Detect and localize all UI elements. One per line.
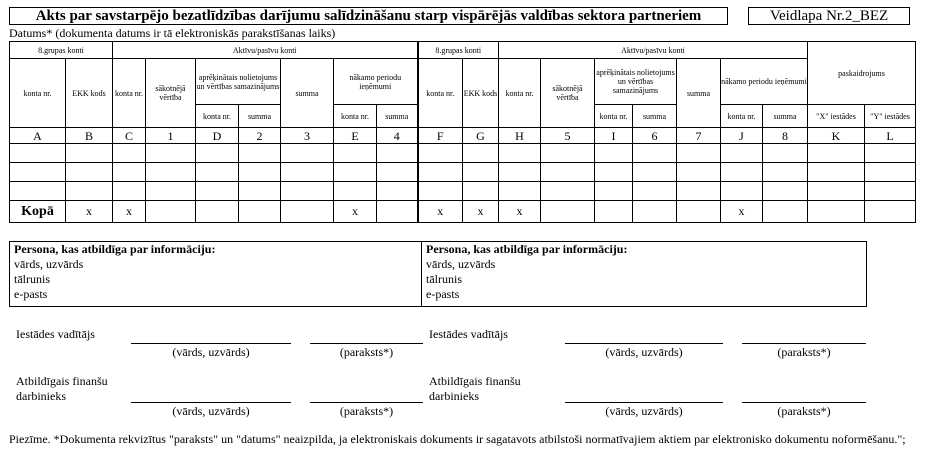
x-mark: x <box>334 201 377 223</box>
sub-konta: konta nr. <box>721 105 763 128</box>
table-row <box>10 163 916 182</box>
sign-caption: (paraksts*) <box>777 345 831 359</box>
x-mark: x <box>113 201 146 223</box>
name-line <box>131 402 291 403</box>
col-letter: B <box>66 128 113 144</box>
sub-konta: konta nr. <box>196 105 239 128</box>
footnote: Piezīme. *Dokumenta rekvizītus "paraksts" un "datums" neaizpilda, ja elektroniskais dokuments ir sagatavots atbilstoši normatīvajiem aktiem par elektronisko dokumentu noformēšanu."; <box>9 432 906 446</box>
persona-phone: tālrunis <box>426 272 462 286</box>
sub-summa: summa <box>239 105 281 128</box>
sign-line <box>310 402 423 403</box>
col-letter: G <box>463 128 499 144</box>
col-letter: 1 <box>146 128 196 144</box>
explanation-header: paskaidrojums <box>808 42 916 105</box>
assets-header-right: Aktīvu/pasīvu konti <box>499 42 808 59</box>
page-title: Akts par savstarpējo bezatlīdzības darījumu salīdzināšanu starp vispārējās valdības sektora partneriem <box>9 7 728 25</box>
col-letter: L <box>865 128 916 144</box>
col-letter: D <box>196 128 239 144</box>
persona-email: e-pasts <box>426 287 460 301</box>
col-sakotneja: sākotnējā vērtība <box>146 59 196 128</box>
assets-header-left: Aktīvu/pasīvu konti <box>113 42 418 59</box>
col-konta-nr-2-r: konta nr. <box>499 59 541 128</box>
sub-summa: summa <box>633 105 677 128</box>
col-letter: 8 <box>763 128 808 144</box>
reconciliation-table <box>9 41 916 223</box>
head-label: Iestādes vadītājs <box>429 327 508 341</box>
group8-header-left: 8.grupas konti <box>10 42 113 59</box>
name-caption: (vārds, uzvārds) <box>605 404 683 418</box>
col-letter: 6 <box>633 128 677 144</box>
persona-email: e-pasts <box>14 287 48 301</box>
col-letter: E <box>334 128 377 144</box>
col-letter: I <box>595 128 633 144</box>
sign-line <box>742 402 866 403</box>
col-letter: K <box>808 128 865 144</box>
sign-caption: (paraksts*) <box>339 404 394 418</box>
fin-label-line2: darbinieks <box>429 389 479 403</box>
col-ekk: EKK kods <box>66 59 113 128</box>
col-sakotneja-r: sākotnējā vērtība <box>541 59 595 128</box>
sign-line <box>310 343 423 344</box>
name-line <box>565 343 723 344</box>
col-letter: 4 <box>377 128 418 144</box>
persona-heading: Persona, kas atbildīga par informāciju: <box>426 242 628 256</box>
responsible-person-box <box>9 241 867 307</box>
name-line <box>131 343 291 344</box>
name-line <box>565 402 723 403</box>
table-row <box>10 144 916 163</box>
responsible-person-right <box>422 242 870 306</box>
col-summa-r: summa <box>677 59 721 128</box>
name-caption: (vārds, uzvārds) <box>172 345 250 359</box>
persona-phone: tālrunis <box>14 272 50 286</box>
fin-label-line1: Atbildīgais finanšu <box>16 374 108 388</box>
col-ekk-r: EKK kods <box>463 59 499 128</box>
fin-label-line1: Atbildīgais finanšu <box>429 374 521 388</box>
col-summa: summa <box>281 59 334 128</box>
x-mark: x <box>418 201 463 223</box>
x-mark: x <box>463 201 499 223</box>
sub-summa: summa <box>763 105 808 128</box>
x-mark: x <box>499 201 541 223</box>
x-mark: x <box>66 201 113 223</box>
group8-header-right: 8.grupas konti <box>418 42 499 59</box>
head-label: Iestādes vadītājs <box>16 327 95 341</box>
col-letter: C <box>113 128 146 144</box>
col-letter: 7 <box>677 128 721 144</box>
sign-caption: (paraksts*) <box>339 345 394 359</box>
x-mark: x <box>721 201 763 223</box>
sub-y-iestades: "Y" iestādes <box>865 105 916 128</box>
total-row <box>10 201 916 223</box>
fin-label <box>16 374 108 404</box>
form-number: Veidlapa Nr.2_BEZ <box>748 7 910 25</box>
col-letter: A <box>10 128 66 144</box>
letters-row <box>10 128 916 144</box>
total-label: Kopā <box>10 201 66 223</box>
col-letter: F <box>418 128 463 144</box>
persona-heading: Persona, kas atbildīga par informāciju: <box>14 242 216 256</box>
persona-name: vārds, uzvārds <box>426 257 496 271</box>
col-apr: aprēķinātais nolietojums un vērtības samazinājums <box>196 59 281 105</box>
sub-summa: summa <box>377 105 418 128</box>
sub-konta: konta nr. <box>595 105 633 128</box>
col-konta-nr-2: konta nr. <box>113 59 146 128</box>
col-letter: 5 <box>541 128 595 144</box>
fin-label-line2: darbinieks <box>16 389 66 403</box>
responsible-person-left <box>10 242 422 306</box>
col-nakamo: nākamo periodu ieņēmumi <box>334 59 418 105</box>
col-letter: J <box>721 128 763 144</box>
sign-caption: (paraksts*) <box>777 404 831 418</box>
sub-konta: konta nr. <box>334 105 377 128</box>
col-letter: 3 <box>281 128 334 144</box>
col-konta-nr-r: konta nr. <box>418 59 463 128</box>
date-note: Datums* (dokumenta datums ir tā elektroniskās parakstīšanas laiks) <box>9 26 336 40</box>
sub-x-iestades: "X" iestādes <box>808 105 865 128</box>
name-caption: (vārds, uzvārds) <box>172 404 250 418</box>
table-row <box>10 182 916 201</box>
col-nakamo-r: nākamo periodu ieņēmumi <box>721 59 808 105</box>
name-caption: (vārds, uzvārds) <box>605 345 683 359</box>
col-konta-nr: konta nr. <box>10 59 66 128</box>
fin-label <box>429 374 521 404</box>
col-letter: 2 <box>239 128 281 144</box>
sign-line <box>742 343 866 344</box>
col-letter: H <box>499 128 541 144</box>
col-apr-r: aprēķinātais nolietojums un vērtības samazinājums <box>595 59 677 105</box>
persona-name: vārds, uzvārds <box>14 257 84 271</box>
